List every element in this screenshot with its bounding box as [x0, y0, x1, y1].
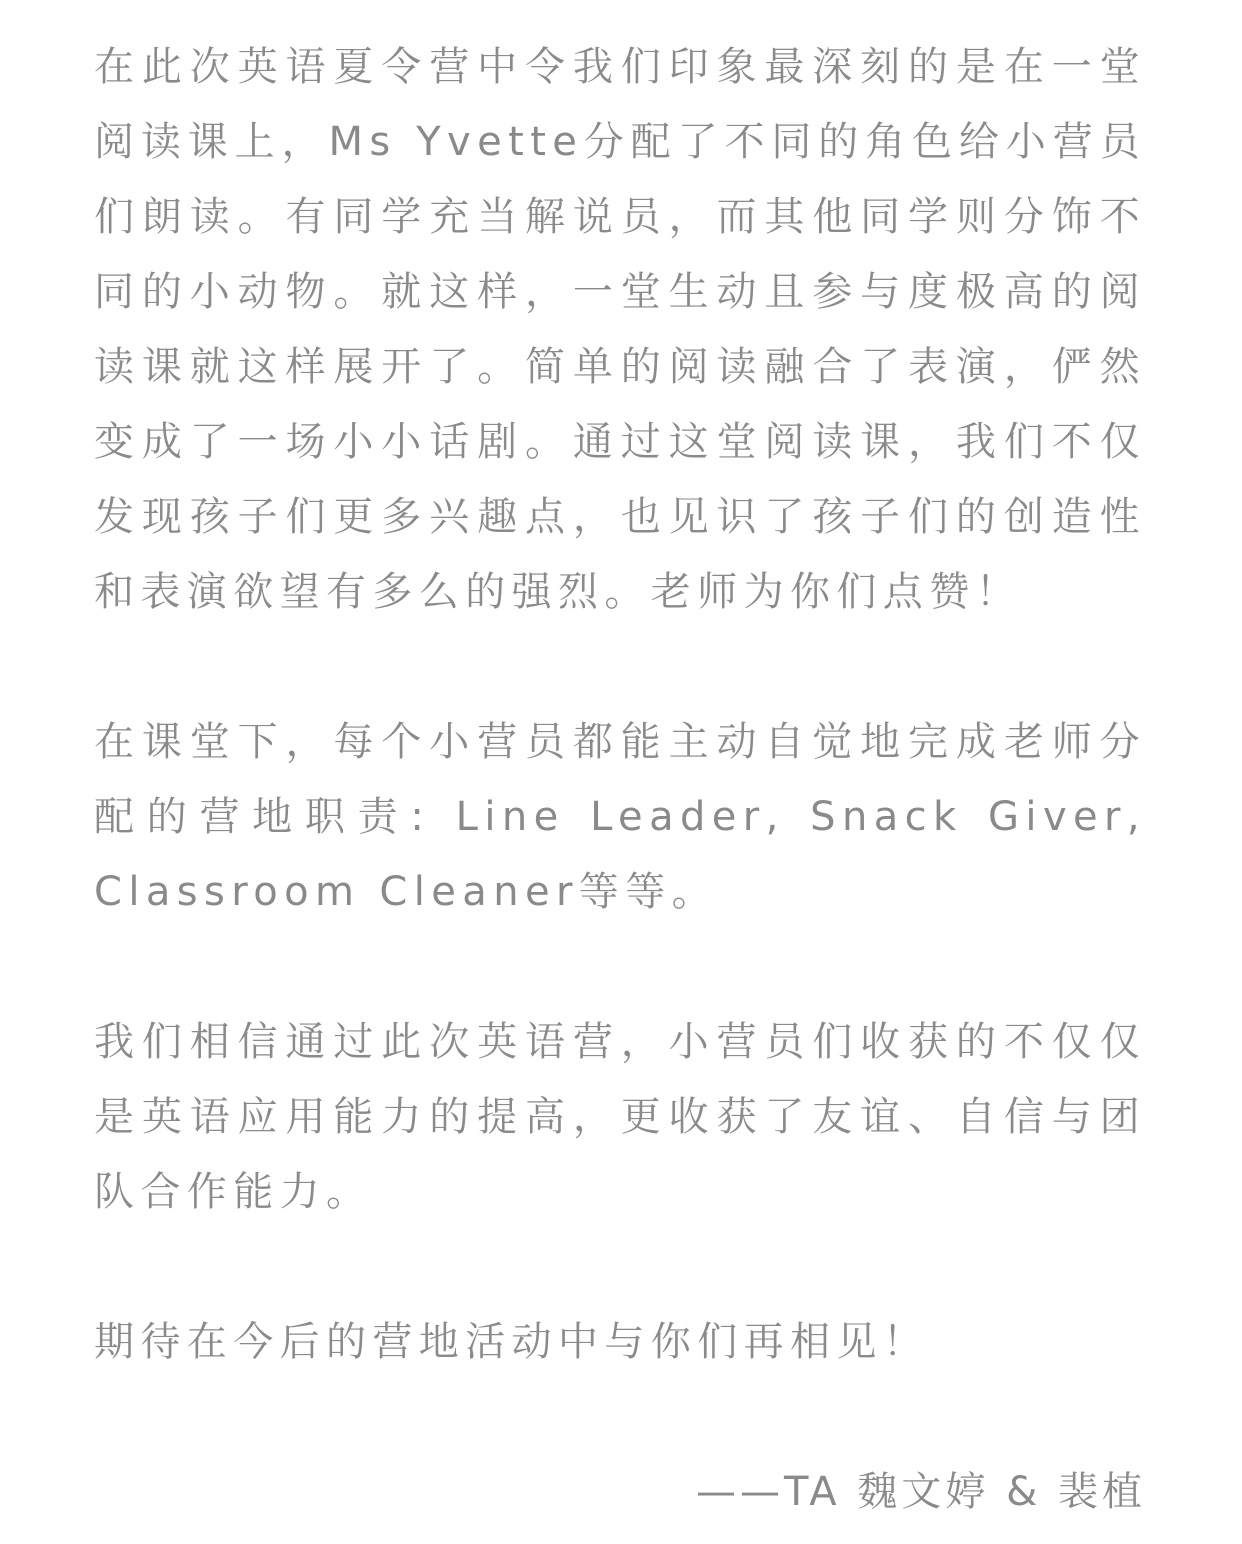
article-body: [94, 30, 1146, 1530]
paragraph-camp-duties: 在课堂下，每个小营员都能主动自觉地完成老师分配的营地职责: Line Leader, Snack Giver, Classroom Cleaner等等。: [94, 719, 1146, 915]
paragraph-farewell: 期待在今后的营地活动中与你们再相见！: [94, 1319, 930, 1365]
paragraph-reading-class: 在此次英语夏令营中令我们印象最深刻的是在一堂阅读课上，Ms Yvette分配了不同的角色给小营员们朗读。有同学充当解说员，而其他同学则分饰不同的小动物。就这样，一堂生动且参与度极高的阅读课就这样展开了。简单的阅读融合了表演，俨然变成了一场小小话剧。通过这堂阅读课，我们不仅发现孩子们更多兴趣点，也见识了孩子们的创造性和表演欲望有多么的强烈。老师为你们点赞！: [94, 44, 1146, 615]
signature: ——TA 魏文婷 & 裴植: [695, 1469, 1146, 1515]
paragraph-camp-gains: 我们相信通过此次英语营，小营员们收获的不仅仅是英语应用能力的提高，更收获了友谊、自信与团队合作能力。: [94, 1019, 1146, 1215]
